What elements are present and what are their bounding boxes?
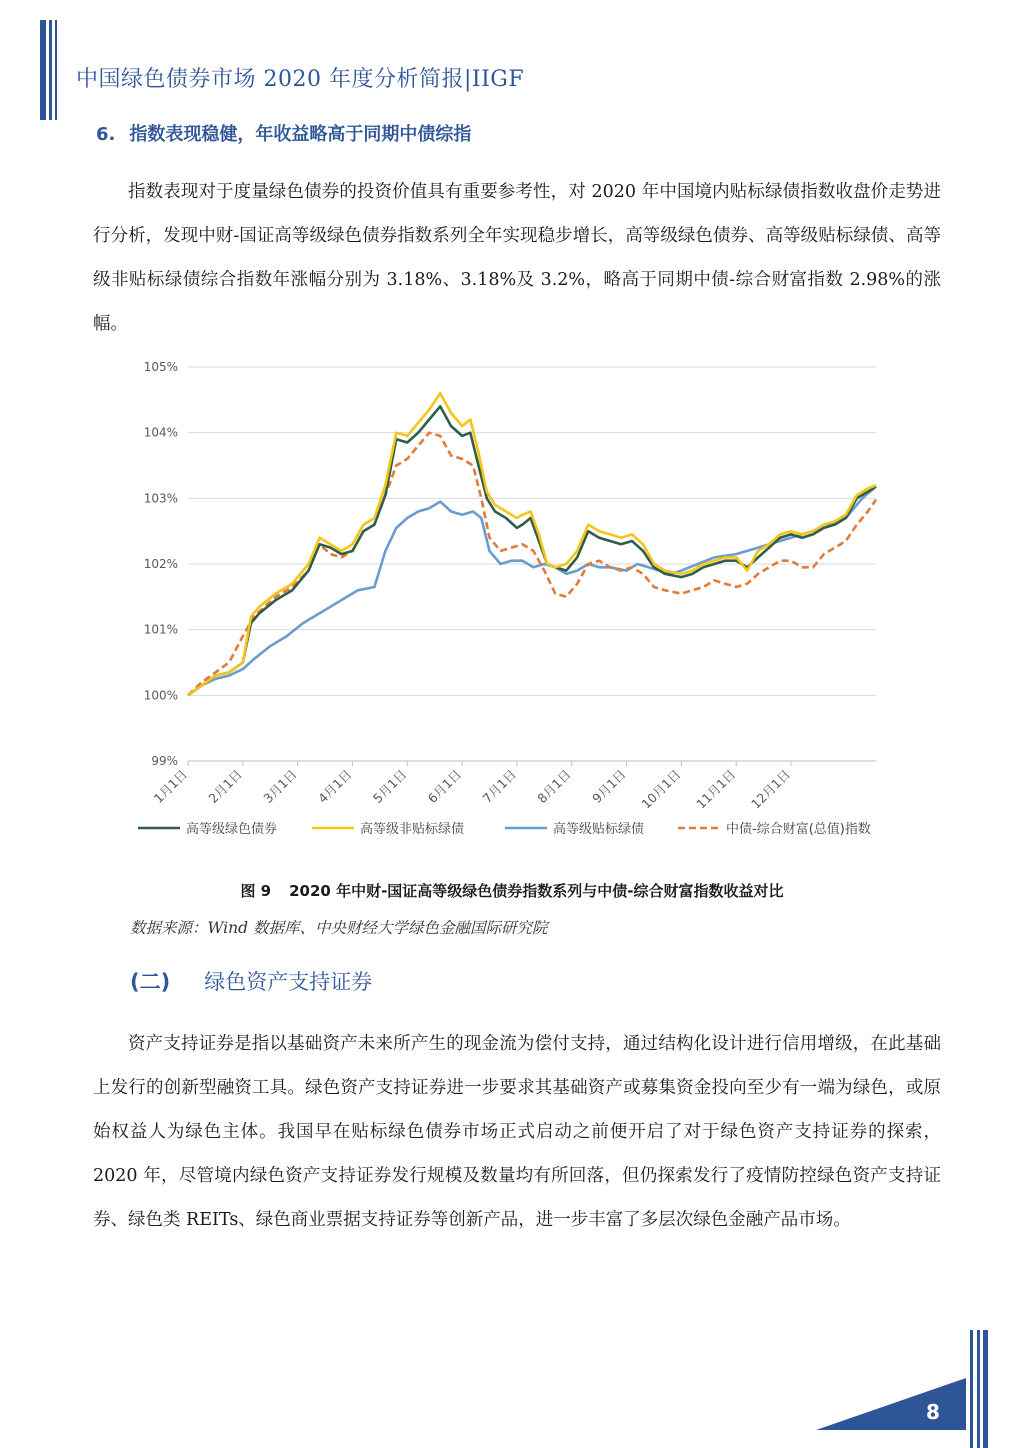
x-tick-label: 9月1日	[589, 766, 629, 807]
y-tick-label: 105%	[143, 360, 178, 374]
legend-label: 高等级非贴标绿债	[360, 822, 465, 837]
section-heading-text: 指数表现稳健，年收益略高于同期中债综指	[129, 124, 472, 145]
chart-canvas	[120, 355, 910, 855]
section-heading	[96, 120, 471, 146]
body-paragraph-2: 资产支持证券是指以基础资产未来所产生的现金流为偿付支持，通过结构化设计进行信用增级，在此基础上发行的创新型融资工具。绿色资产支持证券进一步要求其基础资产或募集资金投向至少有一端为绿色，或原始权益人为绿色主体。我国早在贴标绿色债券市场正式启动之前便开启了对于绿色资产支持证券的探索，2020 年，尽管境内绿色资产支持证券发行规模及数量均有所回落，但仍探索发行了疫情防控绿色资产支持证券、绿色类 REITs、绿色商业票据支持证券等创新产品，进一步丰富了多层次绿色金融产品市场。	[93, 1034, 941, 1230]
x-tick-label: 1月1日	[150, 766, 191, 807]
running-header-title: 中国绿色债券市场 2020 年度分析简报|IIGF	[76, 67, 525, 92]
subsection-number: (二)	[130, 970, 171, 994]
legend-label: 高等级贴标绿债	[553, 822, 645, 837]
legend-label: 中债-综合财富(总值)指数	[726, 822, 871, 837]
data-source-note: 数据来源：Wind 数据库、中央财经大学绿色金融国际研究院	[130, 919, 548, 937]
x-tick-label: 2月1日	[205, 766, 245, 807]
x-tick-label: 11月1日	[693, 766, 739, 812]
footer-decoration-bars	[970, 1330, 990, 1448]
y-tick-label: 99%	[151, 754, 178, 768]
page-number: 8	[926, 1400, 940, 1424]
legend-label: 高等级绿色债券	[186, 822, 278, 837]
section-number: 6.	[96, 124, 116, 145]
y-tick-label: 103%	[143, 491, 178, 506]
x-tick-label: 6月1日	[424, 766, 465, 807]
y-tick-label: 102%	[143, 557, 178, 571]
x-tick-label: 8月1日	[534, 766, 574, 807]
line-chart	[120, 355, 910, 855]
x-tick-label: 3月1日	[260, 766, 300, 807]
subsection-heading-text: 绿色资产支持证券	[204, 970, 373, 994]
x-tick-label: 7月1日	[479, 766, 520, 807]
subsection-heading	[130, 966, 372, 996]
figure-caption	[0, 880, 1024, 901]
y-tick-label: 101%	[143, 622, 178, 637]
x-tick-label: 4月1日	[315, 766, 355, 807]
figure-caption-text: 2020 年中财-国证高等级绿色债券指数系列与中债-综合财富指数收益对比	[289, 882, 784, 900]
x-tick-label: 10月1日	[638, 766, 684, 812]
x-tick-label: 12月1日	[747, 766, 794, 812]
y-tick-label: 100%	[143, 688, 178, 703]
y-tick-label: 104%	[143, 425, 178, 440]
header-decoration-bars	[40, 20, 64, 120]
figure-label: 图 9	[240, 882, 272, 900]
x-tick-label: 5月1日	[369, 766, 410, 807]
body-paragraph-1: 指数表现对于度量绿色债券的投资价值具有重要参考性，对 2020 年中国境内贴标绿债指数收盘价走势进行分析，发现中财-国证高等级绿色债券指数系列全年实现稳步增长，高等级绿色债券、高等级贴标绿债、高等级非贴标绿债综合指数年涨幅分别为 3.18%、3.18%及 3.2%，略高于同期中债-综合财富指数 2.98%的涨幅。	[93, 182, 941, 334]
